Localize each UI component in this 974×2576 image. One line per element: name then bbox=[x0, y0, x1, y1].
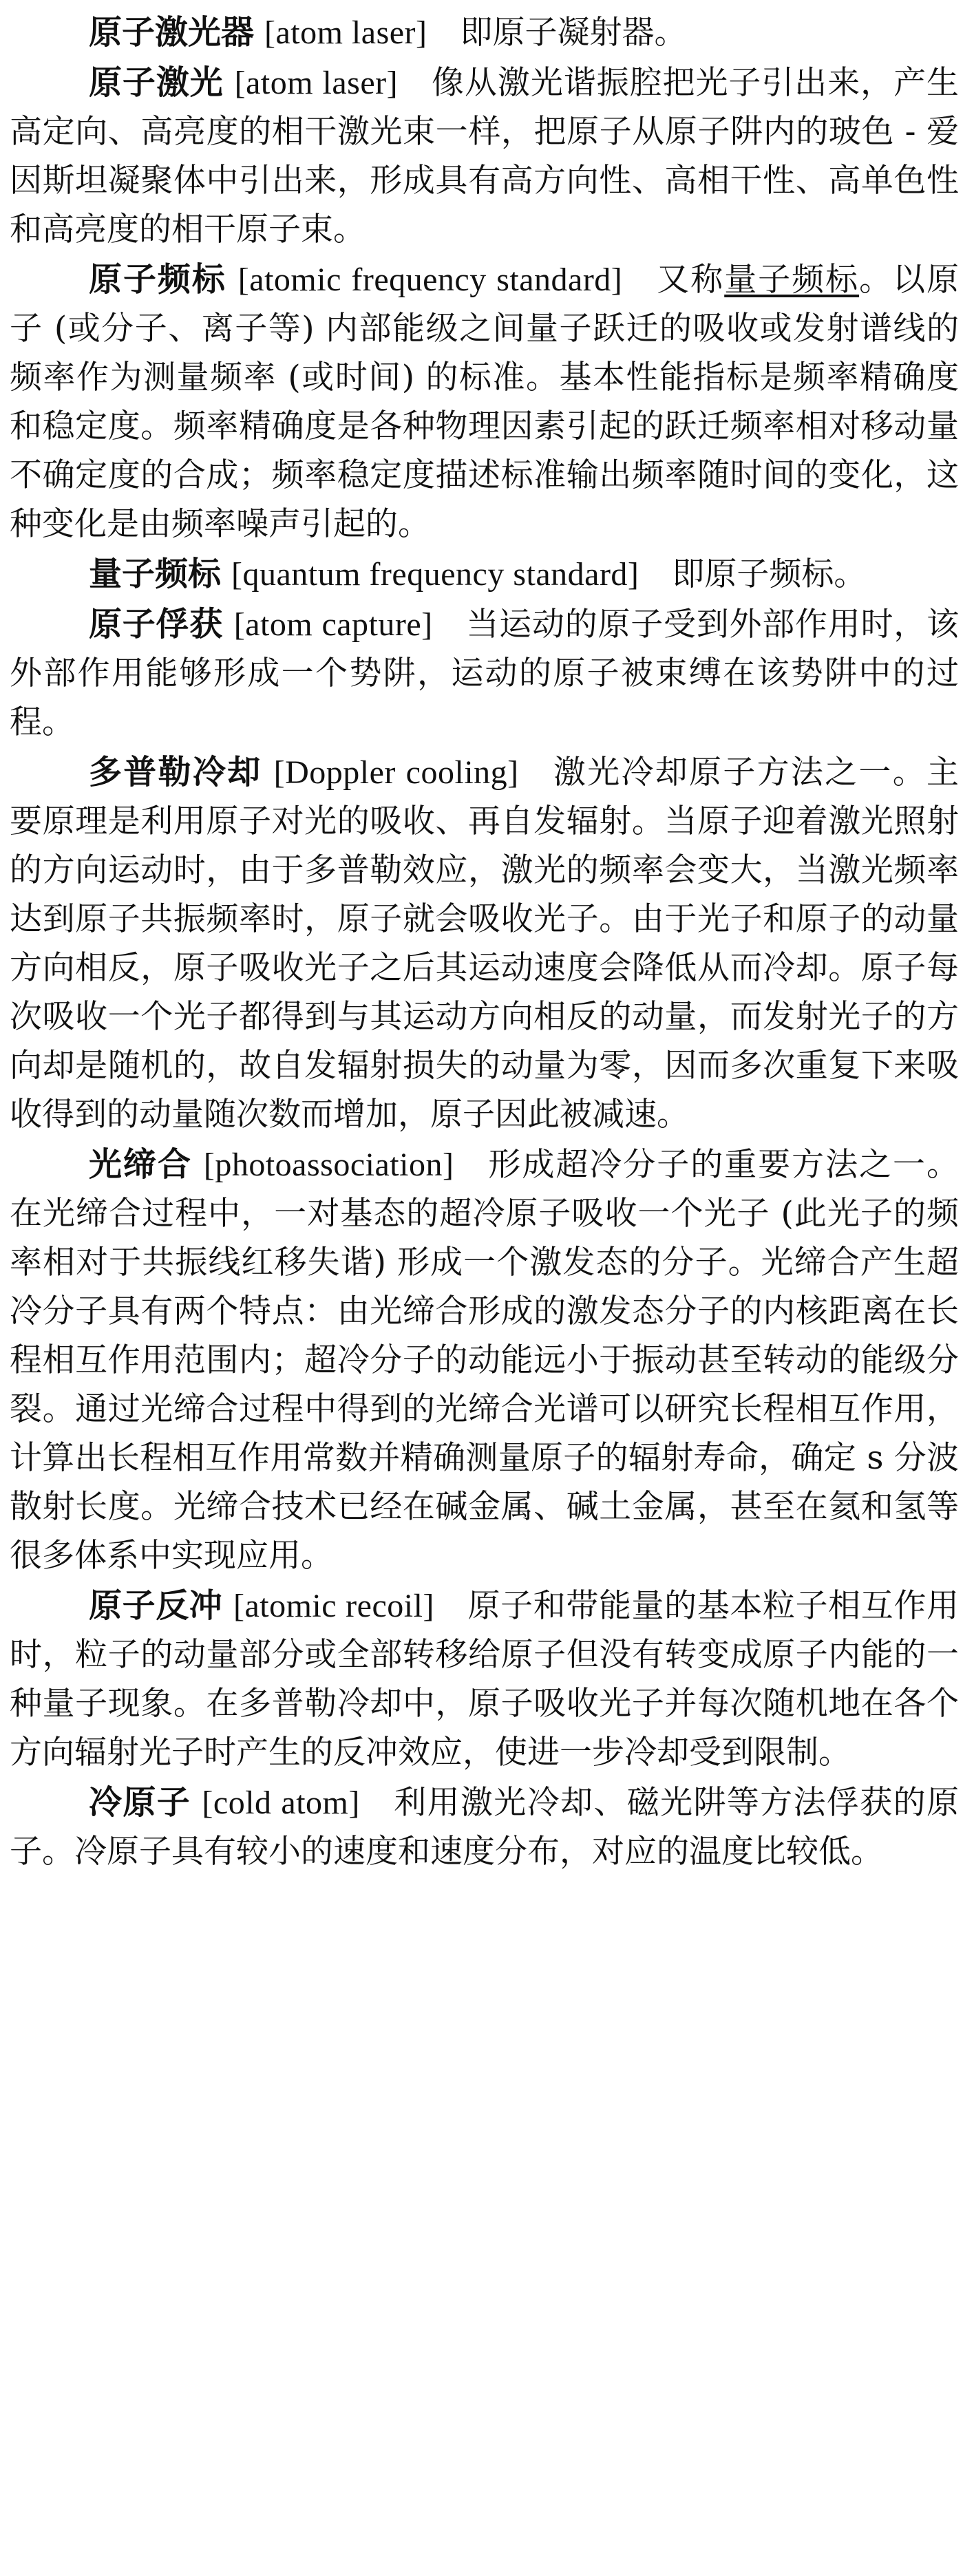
entry-term: 量子频标 bbox=[89, 555, 222, 593]
entry-term: 多普勒冷却 bbox=[89, 753, 262, 791]
entry-english: [photoassociation] bbox=[203, 1147, 454, 1183]
entry-quantum-frequency-standard bbox=[10, 550, 959, 599]
entry-term: 冷原子 bbox=[89, 1783, 191, 1822]
entry-cold-atom bbox=[10, 1778, 959, 1876]
entry-english: [quantum frequency standard] bbox=[231, 556, 639, 593]
entry-atom-laser-device bbox=[10, 8, 959, 57]
entry-definition: 像从激光谐振腔把光子引出来，产生高定向、高亮度的相干激光束一样，把原子从原子阱内的玻色 - 爱因斯坦凝聚体中引出来，形成具有高方向性、高相干性、高单色性和高亮度的相干原子束。 bbox=[10, 64, 959, 248]
entry-term: 原子频标 bbox=[89, 260, 226, 299]
cross-reference-link[interactable]: 量子频标 bbox=[724, 261, 860, 299]
entry-doppler-cooling bbox=[10, 748, 959, 1139]
entry-term: 光缔合 bbox=[89, 1145, 192, 1184]
entry-english: [atom laser] bbox=[264, 14, 427, 51]
entry-atom-capture bbox=[10, 600, 959, 747]
entry-english: [cold atom] bbox=[202, 1785, 360, 1821]
entry-definition: 即原子频标。 bbox=[672, 555, 867, 593]
entry-definition: 利用激光冷却、磁光阱等方法俘获的原子。冷原子具有较小的速度和速度分布，对应的温度比较低。 bbox=[10, 1784, 959, 1871]
entry-term: 原子反冲 bbox=[89, 1586, 223, 1625]
entry-definition: 。以原子 (或分子、离子等) 内部能级之间量子跃迁的吸收或发射谱线的频率作为测量频率 (或时间) 的标准。基本性能指标是频率精确度和稳定度。频率精确度是各种物理因素引起的跃迁频率相对移动量不确定度的合成；频率稳定度描述标准输出频率随时间的变化，这种变化是由频率噪声引起的。 bbox=[10, 261, 960, 543]
entry-atomic-frequency-standard bbox=[10, 255, 959, 549]
entry-english: [atom capture] bbox=[233, 606, 433, 643]
entry-english: [atomic recoil] bbox=[233, 1588, 434, 1624]
entry-term: 原子俘获 bbox=[89, 605, 224, 643]
entry-atom-laser bbox=[10, 58, 959, 254]
entry-definition: 当运动的原子受到外部作用时，该外部作用能够形成一个势阱，运动的原子被束缚在该势阱中的过程。 bbox=[10, 606, 959, 741]
entry-definition: 原子和带能量的基本粒子相互作用时，粒子的动量部分或全部转移给原子但没有转变成原子内能的一种量子现象。在多普勒冷却中，原子吸收光子并每次随机地在各个方向辐射光子时产生的反冲效应，使进一步冷却受到限制。 bbox=[10, 1587, 959, 1771]
entry-definition: 形成超冷分子的重要方法之一。在光缔合过程中，一对基态的超冷原子吸收一个光子 (此光子的频率相对于共振线红移失谐) 形成一个激发态的分子。光缔合产生超冷分子具有两个特点：由光缔合形成的激发态分子的内核距离在长程相互作用范围内；超冷分子的动能远小于振动甚至转动的能级分裂。通过光缔合过程中得到的光缔合光谱可以研究长程相互作用，计算出长程相互作用常数并精确测量原子的辐射寿命，确定 s 分波散射长度。光缔合技术已经在碱金属、碱土金属，甚至在氦和氢等很多体系中实现应用。 bbox=[10, 1146, 959, 1575]
entry-definition: 激光冷却原子方法之一。主要原理是利用原子对光的吸收、再自发辐射。当原子迎着激光照射的方向运动时，由于多普勒效应，激光的频率会变大，当激光频率达到原子共振频率时，原子就会吸收光子。由于光子和原子的动量方向相反，原子吸收光子之后其运动速度会降低从而冷却。原子每次吸收一个光子都得到与其运动方向相反的动量，而发射光子的方向却是随机的，故自发辐射损失的动量为零，因而多次重复下来吸收得到的动量随次数而增加，原子因此被减速。 bbox=[10, 754, 959, 1133]
entry-atomic-recoil bbox=[10, 1582, 959, 1777]
entry-english: [Doppler cooling] bbox=[273, 754, 519, 791]
entry-term: 原子激光器 bbox=[89, 13, 255, 52]
entry-photoassociation bbox=[10, 1140, 959, 1580]
entry-term: 原子激光 bbox=[89, 63, 224, 102]
entry-english: [atom laser] bbox=[234, 65, 399, 101]
entry-english: [atomic frequency standard] bbox=[237, 262, 623, 298]
entry-definition: 即原子凝射器。 bbox=[460, 14, 687, 52]
entry-definition-prefix: 又称 bbox=[655, 261, 725, 299]
